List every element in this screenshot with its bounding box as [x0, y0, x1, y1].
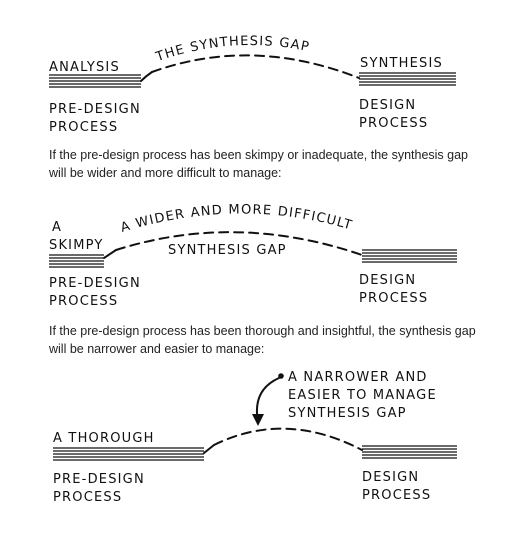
pre-design-label: PRE-DESIGN: [49, 276, 141, 291]
design-process-label: PROCESS: [359, 291, 429, 306]
gap-label-line3: SYNTHESIS GAP: [288, 406, 407, 421]
pre-design-process-label: PROCESS: [49, 294, 119, 309]
thorough-label: A THOROUGH: [53, 431, 155, 446]
gap-label-top: A WIDER AND MORE DIFFICULT: [118, 202, 355, 236]
gap-label-bottom: SYNTHESIS GAP: [168, 243, 287, 258]
pre-design-process-label: PROCESS: [49, 120, 119, 135]
narrower-gap-curve: [214, 429, 362, 450]
gap-label: THE SYNTHESIS GAP: [154, 33, 312, 65]
design-label: DESIGN: [362, 470, 420, 485]
panel-wider-gap: [49, 202, 457, 309]
gap-start-stroke: [141, 72, 152, 81]
pre-design-bar: [49, 255, 104, 267]
gap-start-stroke: [204, 445, 214, 453]
design-label: DESIGN: [359, 98, 417, 113]
design-process-label: PROCESS: [362, 488, 432, 503]
design-process-label: PROCESS: [359, 116, 429, 131]
synthesis-label: SYNTHESIS: [360, 56, 443, 71]
synthesis-gap-curve: [152, 55, 359, 78]
pre-design-bar: [49, 75, 141, 87]
design-bar: [359, 73, 456, 85]
caption-skimpy: If the pre-design process has been skimpy or inadequate, the synthesis gap will be wider and more difficult to manage:: [49, 148, 469, 180]
gap-label-line2: EASIER TO MANAGE: [288, 388, 437, 403]
pre-design-label: PRE-DESIGN: [49, 102, 141, 117]
gap-start-stroke: [104, 250, 116, 258]
design-bar: [362, 446, 457, 458]
pre-design-bar: [53, 448, 204, 460]
design-bar: [362, 250, 457, 262]
pre-design-process-label: PROCESS: [53, 490, 123, 505]
pre-design-label: PRE-DESIGN: [53, 472, 145, 487]
skimpy-label-a: A: [52, 220, 63, 235]
design-label: DESIGN: [359, 273, 417, 288]
analysis-label: ANALYSIS: [49, 60, 120, 75]
gap-label-line1: A NARROWER AND: [288, 370, 428, 385]
callout-arrowhead-icon: [252, 414, 264, 426]
panel-narrower-gap: [53, 370, 457, 505]
skimpy-label: SKIMPY: [49, 238, 104, 253]
panel-synthesis-gap: [49, 34, 456, 135]
caption-thorough: If the pre-design process has been thorough and insightful, the synthesis gap will be narrower and easier to manage:: [49, 324, 476, 356]
